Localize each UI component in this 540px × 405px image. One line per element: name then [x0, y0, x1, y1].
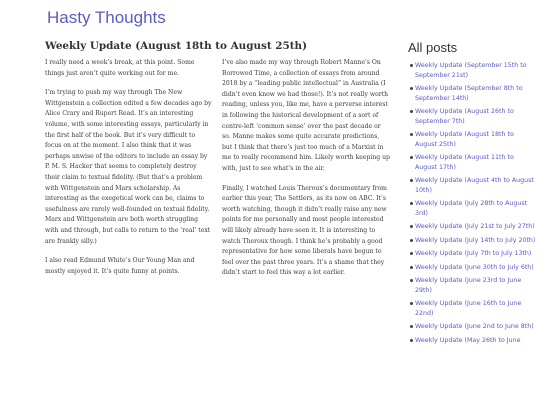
bullet-icon: [410, 266, 413, 269]
post-list-item: [408, 222, 536, 232]
bullet-icon: [410, 325, 413, 328]
bullet-icon: [410, 87, 413, 90]
post-list-item: [408, 322, 536, 332]
bullet-icon: [410, 179, 413, 182]
post-paragraph: Finally, I watched Louis Theroux’s documentary from earlier this year, The Settlers, as its now on ABC. It’s worth watching, though it didn’t really raise any new points for me personally and most people interested will likely already have seen it. It is interesting to watch Theroux though. I think he’s probably a good representative for how some liberals have begun to feel over the past three years. It’s a shame that they didn’t start to feel this way a lot earlier.: [222, 184, 387, 277]
post-paragraph: I really need a week’s break, at this point. Some things just aren’t quite working out for me.: [45, 59, 195, 77]
bullet-icon: [410, 133, 413, 136]
post-column-right: [222, 58, 390, 288]
post-list-item: [408, 199, 536, 218]
post-list-item: [408, 336, 536, 346]
post-link[interactable]: Weekly Update (August 26th to September 7th): [415, 108, 514, 125]
bullet-icon: [410, 302, 413, 305]
post-link[interactable]: Weekly Update (July 28th to August 3rd): [415, 200, 528, 217]
post-body: [45, 58, 391, 288]
post-paragraph: I’m trying to push my way through The New Wittgenstein a collection edited a few decades ago by Alice Crary and Rupert Read. It’s an interesting volume, with some interesting essays, particularly in the first half of the book. But it’s very difficult to focus on at the moment. I also think that it was perhaps unwise of the editors to include an essay by P. M. S. Hacker that seems to completely destroy their claim to textual fidelity. (But that’s a problem with Wittgenstein and Marx scholarship. As interesting as the exegetical work can be, claims to usefulness are rarely well-founded on textual fidelity. Marx and Wittgenstein are both worth struggling with and through, but calls to return to the ‘real’ text are frankly silly.): [45, 89, 212, 245]
bullet-icon: [410, 156, 413, 159]
post-link[interactable]: Weekly Update (June 23rd to June 29th): [415, 277, 522, 294]
bullet-icon: [410, 339, 413, 342]
post-column-left: [45, 58, 213, 288]
post-list-item: [408, 263, 536, 273]
post-paragraph: I’ve also made my way through Robert Manne’s On Borrowed Time, a collection of essays from around 2018 by a “leading public intellectual” in Australia (I didn’t even know we had those!). It’s not really worth reading, unless you, like me, have a perverse interest in following the historical development of a sort of centre-left ‘common sense’ over the past decade or so. Manne makes some quite accurate predictions, but I think that there’s just too much of a Marxist in me to really recommend him. Likely worth keeping up with, just to see what’s in the air.: [222, 59, 390, 172]
post-link[interactable]: Weekly Update (July 21st to July 27th): [415, 223, 535, 230]
post-link[interactable]: Weekly Update (July 14th to July 20th): [415, 236, 536, 244]
post-list-item: [408, 153, 536, 172]
bullet-icon: [410, 279, 413, 282]
sidebar-heading: All posts: [408, 40, 458, 55]
post-list-item: [408, 130, 536, 149]
post-link[interactable]: Weekly Update (June 16th to June 22nd): [415, 300, 522, 317]
post-title: Weekly Update (August 18th to August 25th): [45, 40, 308, 52]
post-list-item: [408, 236, 536, 246]
post-list-item: [408, 276, 536, 295]
post-article: [45, 40, 391, 288]
post-link[interactable]: Weekly Update (August 18th to August 25th): [415, 131, 514, 148]
bullet-icon: [410, 252, 413, 255]
bullet-icon: [410, 239, 413, 242]
post-link[interactable]: Weekly Update (June 2nd to June 8th): [415, 323, 534, 330]
post-paragraph: I also read Edmund White’s Our Young Man and mostly enjoyed it. It’s quite funny at points.: [45, 257, 195, 275]
post-link[interactable]: Weekly Update (July 7th to July 13th): [415, 250, 532, 257]
bullet-icon: [410, 110, 413, 113]
bullet-icon: [410, 202, 413, 205]
post-link[interactable]: Weekly Update (September 15th to September 21st): [415, 62, 527, 79]
sidebar: [408, 40, 536, 349]
post-list-item: [408, 61, 536, 80]
bullet-icon: [410, 64, 413, 67]
post-list-item: [408, 84, 536, 103]
post-link[interactable]: Weekly Update (August 4th to August 10th): [415, 177, 534, 194]
post-list-item: [408, 176, 536, 195]
post-link[interactable]: Weekly Update (September 8th to September 14th): [415, 85, 523, 102]
post-list-item: [408, 299, 536, 318]
post-list: [408, 61, 536, 345]
post-list-item: [408, 249, 536, 259]
post-link[interactable]: Weekly Update (June 30th to July 6th): [415, 263, 534, 271]
site-title-link[interactable]: Hasty Thoughts: [47, 8, 166, 27]
site-header: [0, 0, 540, 38]
post-link[interactable]: Weekly Update (August 11th to August 17th): [415, 154, 514, 171]
bullet-icon: [410, 225, 413, 228]
post-link[interactable]: Weekly Update (May 26th to June: [415, 336, 521, 344]
post-list-item: [408, 107, 536, 126]
